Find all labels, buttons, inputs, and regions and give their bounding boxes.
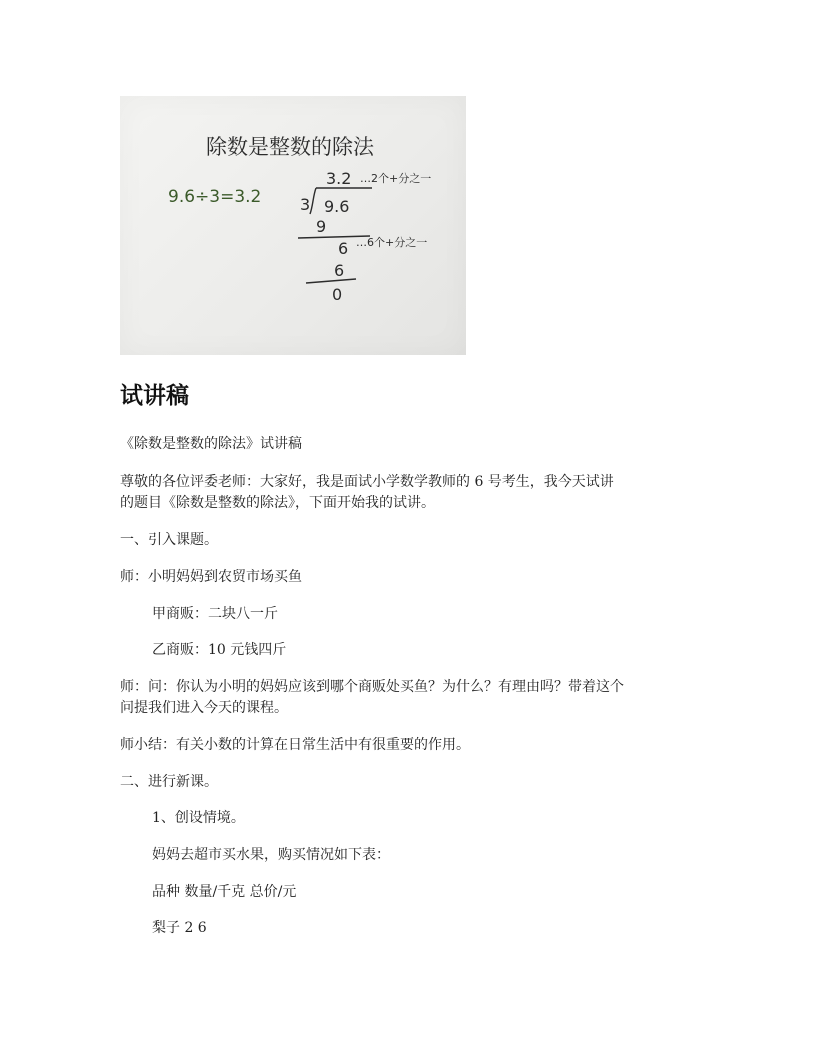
photo-quotient: 3.2 — [326, 169, 352, 188]
section-heading-intro: 一、引入课题。 — [120, 532, 218, 548]
photo-title: 除数是整数的除法 — [206, 135, 374, 159]
paragraph-vendor-a: 甲商贩：二块八一斤 — [152, 606, 278, 622]
photo-dividend: 9.6 — [324, 197, 350, 216]
paragraph-fruit-shopping: 妈妈去超市买水果，购买情况如下表： — [152, 847, 390, 863]
paragraph-teacher-fish: 师：小明妈妈到农贸市场买鱼 — [120, 569, 302, 585]
paragraph-table-row-pear: 梨子 2 6 — [152, 920, 207, 936]
step2-line — [306, 279, 356, 283]
paragraph-table-header: 品种 数量/千克 总价/元 — [152, 884, 297, 900]
photo-step1-note: …6个+分之一 — [356, 236, 428, 249]
photo-final-remainder: 0 — [332, 285, 343, 304]
page-heading: 试讲稿 — [120, 383, 189, 409]
handwritten-division-drawing — [120, 96, 466, 355]
section-heading-new-lesson: 二、进行新课。 — [120, 774, 218, 790]
photo-step1-remainder: 6 — [338, 239, 349, 258]
paragraph-question-line2: 问提我们进入今天的课程。 — [120, 700, 288, 716]
photo-equation: 9.6÷3=3.2 — [168, 187, 262, 207]
photo-step1-product: 9 — [316, 217, 327, 236]
photo-step2-product: 6 — [334, 261, 345, 280]
paragraph-summary: 师小结：有关小数的计算在日常生活中有很重要的作用。 — [120, 737, 470, 753]
paragraph-greeting-line1: 尊敬的各位评委老师：大家好，我是面试小学数学教师的 6 号考生，我今天试讲 — [120, 474, 614, 490]
paragraph-create-scenario: 1、创设情境。 — [152, 810, 245, 826]
paragraph-lesson-title: 《除数是整数的除法》试讲稿 — [120, 436, 302, 452]
division-bracket — [310, 188, 316, 214]
paragraph-question-line1: 师：问：你认为小明的妈妈应该到哪个商贩处买鱼？为什么？有理由吗？带着这个 — [120, 679, 624, 695]
handwritten-division-photo — [120, 96, 466, 355]
paragraph-greeting-line2: 的题目《除数是整数的除法》，下面开始我的试讲。 — [120, 495, 435, 511]
photo-quotient-note: …2个+分之一 — [360, 172, 432, 185]
paragraph-vendor-b: 乙商贩：10 元钱四斤 — [152, 642, 287, 658]
photo-divisor: 3 — [300, 195, 311, 214]
